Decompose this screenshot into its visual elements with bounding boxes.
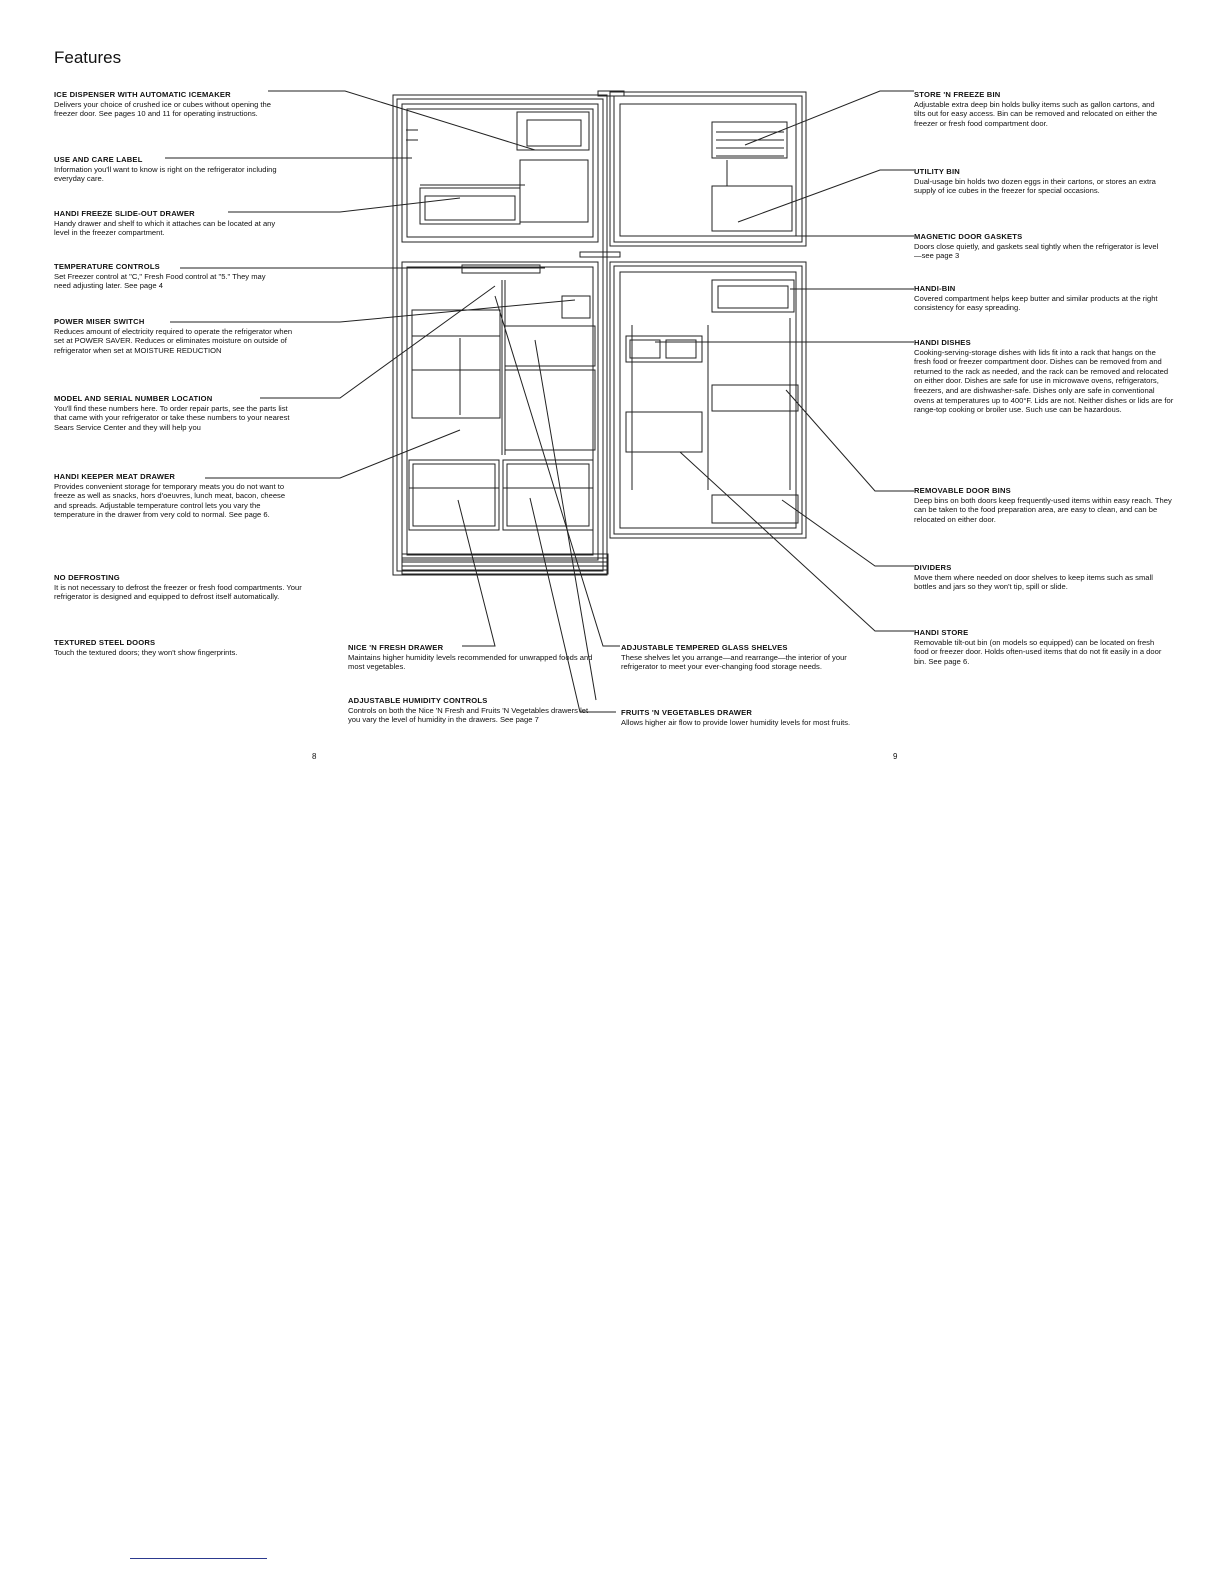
- feature-text: Covered compartment helps keep butter and similar products at the right consistency for easy spreading.: [914, 293, 1158, 313]
- feature-heading: UTILITY BIN: [914, 167, 960, 176]
- feature-text: Allows higher air flow to provide lower humidity levels for most fruits.: [621, 717, 851, 727]
- feature-heading: MAGNETIC DOOR GASKETS: [914, 232, 1023, 241]
- feature-text: Information you'll want to know is right on the refrigerator including everyday care.: [54, 164, 277, 184]
- feature-text: These shelves let you arrange—and rearrange—the interior of your refrigerator to meet your ever-changing food storage needs.: [621, 652, 847, 672]
- footer-rule: [130, 1558, 267, 1559]
- page-number-left: 8: [312, 752, 317, 761]
- feature-text: Provides convenient storage for temporary meats you do not want to freeze as well as snacks, hors d'oeuvres, lunch meat, bacon, cheese and spreads. Adjustable temperature control lets you vary the temperature in the drawer from very cold to normal. See page 6.: [54, 481, 286, 520]
- feature-heading: HANDI FREEZE SLIDE-OUT DRAWER: [54, 209, 195, 218]
- leader-lines-right: [655, 91, 914, 631]
- feature-heading: TEMPERATURE CONTROLS: [54, 262, 160, 271]
- right-door-lower: [610, 262, 806, 538]
- right-door-upper: [610, 92, 806, 246]
- feature-text: Dual-usage bin holds two dozen eggs in their cartons, or stores an extra supply of ice cubes in the freezer for special occasions.: [914, 176, 1156, 196]
- feature-text: Touch the textured doors; they won't show fingerprints.: [54, 647, 238, 657]
- feature-heading: HANDI DISHES: [914, 338, 971, 347]
- feature-text: Adjustable extra deep bin holds bulky items such as gallon cartons, and tilts out for easy access. Bin can be removed and relocated on either the freezer or fresh food compartment door.: [914, 99, 1158, 128]
- feature-heading: ADJUSTABLE TEMPERED GLASS SHELVES: [621, 643, 788, 652]
- feature-heading: DIVIDERS: [914, 563, 952, 572]
- feature-heading: HANDI-BIN: [914, 284, 956, 293]
- feature-text: Delivers your choice of crushed ice or cubes without opening the freezer door. See pages 10 and 11 for operating instructions.: [54, 99, 271, 119]
- feature-text: Handy drawer and shelf to which it attaches can be located at any level in the freezer compartment.: [54, 218, 276, 238]
- feature-text: Cooking-serving-storage dishes with lids fit into a rack that hangs on the fresh food or freezer compartment door. Dishes can be removed from and returned to the rack as needed, and the rack can be removed and relocated on either door. Dishes are safe for use in microwave ovens, refrigerators, freezers, and are dishwasher-safe. Dishes only are safe in conventional ovens at temperatures up to 400°F. Lids are not. Neither dishes or lids are for range-top cooking or broiler use. Such use can be hazardous.: [914, 347, 1174, 415]
- feature-heading: REMOVABLE DOOR BINS: [914, 486, 1011, 495]
- leader-lines-left: [165, 91, 575, 478]
- page-title: Features: [54, 48, 122, 67]
- feature-heading: POWER MISER SWITCH: [54, 317, 145, 326]
- feature-text: It is not necessary to defrost the freezer or fresh food compartments. Your refrigerator is designed and equipped to defrost itself automatically.: [54, 582, 302, 602]
- feature-text: Controls on both the Nice 'N Fresh and Fruits 'N Vegetables drawers let you vary the level of humidity in the drawers. See page 7: [348, 705, 589, 725]
- feature-heading: ICE DISPENSER WITH AUTOMATIC ICEMAKER: [54, 90, 231, 99]
- feature-heading: HANDI KEEPER MEAT DRAWER: [54, 472, 176, 481]
- feature-heading: FRUITS 'N VEGETABLES DRAWER: [621, 708, 753, 717]
- page-number-right: 9: [893, 752, 898, 761]
- feature-text: Maintains higher humidity levels recommended for unwrapped foods and most vegetables.: [348, 652, 593, 672]
- feature-heading: ADJUSTABLE HUMIDITY CONTROLS: [348, 696, 488, 705]
- feature-heading: NO DEFROSTING: [54, 573, 120, 582]
- feature-text: Move them where needed on door shelves to keep items such as small bottles and jars so they won't tip, spill or slide.: [914, 572, 1153, 592]
- feature-text: You'll find these numbers here. To order repair parts, see the parts list that came with your refrigerator or take these numbers to your nearest Sears Service Center and they will help you: [54, 403, 290, 432]
- feature-text: Doors close quietly, and gaskets seal tightly when the refrigerator is level—see page 3: [914, 241, 1159, 261]
- feature-heading: USE AND CARE LABEL: [54, 155, 143, 164]
- freezer-compartment: [402, 104, 598, 242]
- feature-heading: TEXTURED STEEL DOORS: [54, 638, 156, 647]
- feature-heading: HANDI STORE: [914, 628, 969, 637]
- feature-text: Deep bins on both doors keep frequently-used items within easy reach. They can be taken to the food preparation area, are easy to clean, and can be relocated on either door.: [914, 495, 1172, 524]
- feature-heading: STORE 'N FREEZE BIN: [914, 90, 1001, 99]
- feature-text: Reduces amount of electricity required to operate the refrigerator when set at POWER SAVER. Reduces or eliminates moisture on outside of refrigerator when set at MOISTURE REDUCTION: [54, 326, 293, 355]
- feature-heading: NICE 'N FRESH DRAWER: [348, 643, 444, 652]
- feature-text: Removable tilt-out bin (on models so equipped) can be located on fresh food or freezer door. Holds often-used items that do not fit easily in a door bin. See page 6.: [914, 637, 1162, 666]
- feature-heading: MODEL AND SERIAL NUMBER LOCATION: [54, 394, 213, 403]
- feature-text: Set Freezer control at "C," Fresh Food control at "5." They may need adjusting later. See page 4: [54, 271, 266, 291]
- leader-lines-bottom: [458, 296, 620, 712]
